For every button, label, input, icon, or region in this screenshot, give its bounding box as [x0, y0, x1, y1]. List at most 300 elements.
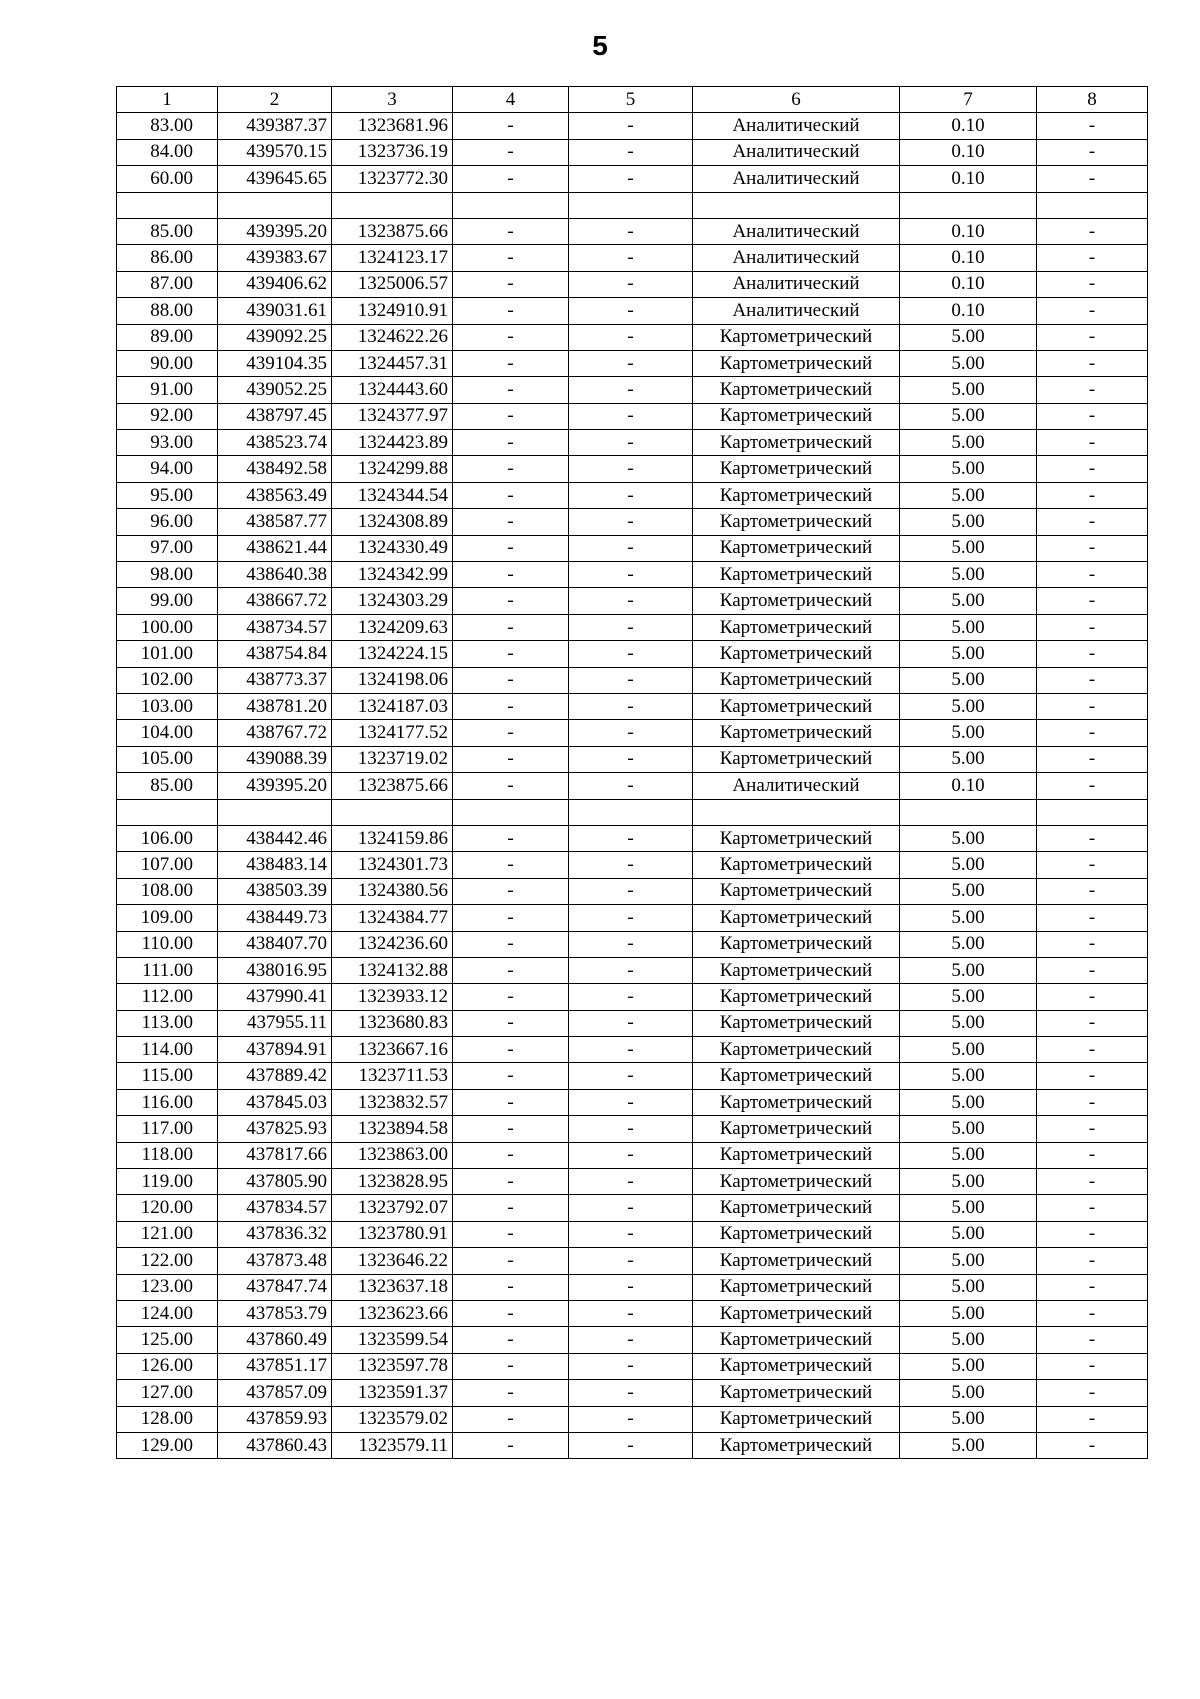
- col-8-cell: [1037, 192, 1148, 218]
- x-coordinate-cell: 438781.20: [218, 693, 332, 719]
- precision-cell: 5.00: [900, 1248, 1037, 1274]
- col-4-cell: -: [453, 113, 569, 139]
- y-coordinate-cell: 1324224.15: [332, 641, 453, 667]
- col-5-cell: -: [569, 245, 693, 271]
- col-5-cell: -: [569, 852, 693, 878]
- col-5-cell: -: [569, 430, 693, 456]
- point-number-cell: 84.00: [117, 139, 218, 165]
- point-number-cell: 126.00: [117, 1353, 218, 1379]
- x-coordinate-cell: 438492.58: [218, 456, 332, 482]
- col-5-cell: -: [569, 1142, 693, 1168]
- method-cell: Картометрический: [693, 1116, 900, 1142]
- x-coordinate-cell: 437847.74: [218, 1274, 332, 1300]
- col-8-cell: -: [1037, 614, 1148, 640]
- point-number-cell: 60.00: [117, 166, 218, 192]
- y-coordinate-cell: 1324123.17: [332, 245, 453, 271]
- y-coordinate-cell: 1323680.83: [332, 1010, 453, 1036]
- col-4-cell: -: [453, 852, 569, 878]
- col-8-cell: -: [1037, 1274, 1148, 1300]
- method-cell: Картометрический: [693, 1248, 900, 1274]
- point-number-cell: 109.00: [117, 905, 218, 931]
- col-4-cell: -: [453, 350, 569, 376]
- column-header: 8: [1037, 87, 1148, 113]
- col-4-cell: -: [453, 1010, 569, 1036]
- col-5-cell: -: [569, 1353, 693, 1379]
- col-5-cell: -: [569, 1116, 693, 1142]
- column-header: 7: [900, 87, 1037, 113]
- table-row: [117, 298, 1148, 324]
- table-row: [117, 1063, 1148, 1089]
- col-4-cell: -: [453, 166, 569, 192]
- table-row: [117, 1010, 1148, 1036]
- precision-cell: 5.00: [900, 1221, 1037, 1247]
- col-5-cell: -: [569, 403, 693, 429]
- point-number-cell: 104.00: [117, 720, 218, 746]
- col-8-cell: -: [1037, 535, 1148, 561]
- precision-cell: 5.00: [900, 931, 1037, 957]
- col-8-cell: -: [1037, 693, 1148, 719]
- point-number-cell: 85.00: [117, 773, 218, 799]
- col-8-cell: -: [1037, 825, 1148, 851]
- col-4-cell: -: [453, 1169, 569, 1195]
- x-coordinate-cell: 437860.49: [218, 1327, 332, 1353]
- table-row: [117, 166, 1148, 192]
- x-coordinate-cell: 437857.09: [218, 1380, 332, 1406]
- col-5-cell: -: [569, 588, 693, 614]
- precision-cell: 5.00: [900, 984, 1037, 1010]
- method-cell: Картометрический: [693, 746, 900, 772]
- method-cell: Картометрический: [693, 614, 900, 640]
- col-5-cell: -: [569, 1380, 693, 1406]
- col-8-cell: -: [1037, 218, 1148, 244]
- col-5-cell: -: [569, 693, 693, 719]
- point-number-cell: [117, 192, 218, 218]
- y-coordinate-cell: 1323719.02: [332, 746, 453, 772]
- col-4-cell: -: [453, 931, 569, 957]
- precision-cell: 5.00: [900, 905, 1037, 931]
- precision-cell: 5.00: [900, 403, 1037, 429]
- table-row: [117, 799, 1148, 825]
- col-4-cell: -: [453, 456, 569, 482]
- point-number-cell: 96.00: [117, 509, 218, 535]
- col-8-cell: -: [1037, 271, 1148, 297]
- precision-cell: 5.00: [900, 1142, 1037, 1168]
- col-4-cell: -: [453, 878, 569, 904]
- y-coordinate-cell: 1324330.49: [332, 535, 453, 561]
- x-coordinate-cell: 438754.84: [218, 641, 332, 667]
- y-coordinate-cell: 1324236.60: [332, 931, 453, 957]
- method-cell: [693, 799, 900, 825]
- x-coordinate-cell: 437894.91: [218, 1037, 332, 1063]
- precision-cell: 5.00: [900, 1010, 1037, 1036]
- table-row: [117, 667, 1148, 693]
- point-number-cell: 119.00: [117, 1169, 218, 1195]
- y-coordinate-cell: 1324198.06: [332, 667, 453, 693]
- col-4-cell: -: [453, 1089, 569, 1115]
- precision-cell: 5.00: [900, 667, 1037, 693]
- method-cell: Картометрический: [693, 1195, 900, 1221]
- y-coordinate-cell: 1324377.97: [332, 403, 453, 429]
- method-cell: Аналитический: [693, 139, 900, 165]
- point-number-cell: 110.00: [117, 931, 218, 957]
- point-number-cell: 122.00: [117, 1248, 218, 1274]
- point-number-cell: 97.00: [117, 535, 218, 561]
- point-number-cell: 123.00: [117, 1274, 218, 1300]
- method-cell: Картометрический: [693, 984, 900, 1010]
- col-8-cell: -: [1037, 139, 1148, 165]
- precision-cell: 5.00: [900, 720, 1037, 746]
- col-5-cell: [569, 192, 693, 218]
- col-4-cell: [453, 799, 569, 825]
- point-number-cell: 85.00: [117, 218, 218, 244]
- precision-cell: 5.00: [900, 693, 1037, 719]
- col-5-cell: -: [569, 825, 693, 851]
- table-row: [117, 324, 1148, 350]
- y-coordinate-cell: 1323792.07: [332, 1195, 453, 1221]
- y-coordinate-cell: 1323894.58: [332, 1116, 453, 1142]
- col-4-cell: -: [453, 667, 569, 693]
- y-coordinate-cell: 1323828.95: [332, 1169, 453, 1195]
- col-8-cell: -: [1037, 1248, 1148, 1274]
- col-5-cell: -: [569, 1221, 693, 1247]
- point-number-cell: 128.00: [117, 1406, 218, 1432]
- col-5-cell: -: [569, 482, 693, 508]
- precision-cell: 5.00: [900, 1327, 1037, 1353]
- x-coordinate-cell: 438483.14: [218, 852, 332, 878]
- col-8-cell: -: [1037, 1116, 1148, 1142]
- point-number-cell: 107.00: [117, 852, 218, 878]
- y-coordinate-cell: 1324159.86: [332, 825, 453, 851]
- method-cell: Картометрический: [693, 1406, 900, 1432]
- point-number-cell: 101.00: [117, 641, 218, 667]
- point-number-cell: [117, 799, 218, 825]
- table-row: [117, 1432, 1148, 1458]
- col-5-cell: -: [569, 878, 693, 904]
- precision-cell: 5.00: [900, 1353, 1037, 1379]
- table-row: [117, 1195, 1148, 1221]
- method-cell: Картометрический: [693, 430, 900, 456]
- method-cell: Картометрический: [693, 905, 900, 931]
- point-number-cell: 113.00: [117, 1010, 218, 1036]
- column-header: 2: [218, 87, 332, 113]
- col-5-cell: -: [569, 562, 693, 588]
- x-coordinate-cell: 437990.41: [218, 984, 332, 1010]
- col-5-cell: -: [569, 1010, 693, 1036]
- precision-cell: 5.00: [900, 1195, 1037, 1221]
- column-header: 6: [693, 87, 900, 113]
- x-coordinate-cell: 438773.37: [218, 667, 332, 693]
- col-5-cell: -: [569, 377, 693, 403]
- x-coordinate-cell: 439395.20: [218, 773, 332, 799]
- col-4-cell: -: [453, 905, 569, 931]
- precision-cell: 5.00: [900, 1406, 1037, 1432]
- col-8-cell: -: [1037, 324, 1148, 350]
- method-cell: Аналитический: [693, 773, 900, 799]
- col-4-cell: [453, 192, 569, 218]
- col-4-cell: -: [453, 1406, 569, 1432]
- x-coordinate-cell: 438503.39: [218, 878, 332, 904]
- x-coordinate-cell: 438523.74: [218, 430, 332, 456]
- col-4-cell: -: [453, 1248, 569, 1274]
- precision-cell: 5.00: [900, 1274, 1037, 1300]
- col-4-cell: -: [453, 641, 569, 667]
- col-8-cell: -: [1037, 1327, 1148, 1353]
- col-5-cell: -: [569, 535, 693, 561]
- col-5-cell: [569, 799, 693, 825]
- col-5-cell: -: [569, 1248, 693, 1274]
- table-row: [117, 245, 1148, 271]
- y-coordinate-cell: 1323667.16: [332, 1037, 453, 1063]
- col-5-cell: -: [569, 166, 693, 192]
- col-8-cell: -: [1037, 1353, 1148, 1379]
- precision-cell: 5.00: [900, 957, 1037, 983]
- y-coordinate-cell: 1323875.66: [332, 218, 453, 244]
- method-cell: Картометрический: [693, 1169, 900, 1195]
- x-coordinate-cell: 438621.44: [218, 535, 332, 561]
- x-coordinate-cell: 437851.17: [218, 1353, 332, 1379]
- col-4-cell: -: [453, 720, 569, 746]
- col-4-cell: -: [453, 1380, 569, 1406]
- col-4-cell: -: [453, 562, 569, 588]
- page-number: 5: [592, 30, 608, 61]
- col-5-cell: -: [569, 350, 693, 376]
- col-8-cell: -: [1037, 245, 1148, 271]
- y-coordinate-cell: 1323933.12: [332, 984, 453, 1010]
- method-cell: Аналитический: [693, 245, 900, 271]
- col-5-cell: -: [569, 1195, 693, 1221]
- method-cell: Картометрический: [693, 403, 900, 429]
- col-8-cell: -: [1037, 1037, 1148, 1063]
- col-4-cell: -: [453, 535, 569, 561]
- point-number-cell: 108.00: [117, 878, 218, 904]
- point-number-cell: 91.00: [117, 377, 218, 403]
- x-coordinate-cell: 438449.73: [218, 905, 332, 931]
- col-4-cell: -: [453, 1063, 569, 1089]
- table-row: [117, 1327, 1148, 1353]
- point-number-cell: 116.00: [117, 1089, 218, 1115]
- method-cell: Картометрический: [693, 1037, 900, 1063]
- precision-cell: 5.00: [900, 825, 1037, 851]
- col-8-cell: -: [1037, 588, 1148, 614]
- col-5-cell: -: [569, 957, 693, 983]
- col-4-cell: -: [453, 430, 569, 456]
- point-number-cell: 93.00: [117, 430, 218, 456]
- table-row: [117, 1221, 1148, 1247]
- col-8-cell: -: [1037, 641, 1148, 667]
- method-cell: Аналитический: [693, 218, 900, 244]
- x-coordinate-cell: 438442.46: [218, 825, 332, 851]
- col-8-cell: -: [1037, 852, 1148, 878]
- y-coordinate-cell: 1323832.57: [332, 1089, 453, 1115]
- col-8-cell: -: [1037, 562, 1148, 588]
- point-number-cell: 92.00: [117, 403, 218, 429]
- table-body: [117, 87, 1148, 1459]
- point-number-cell: 117.00: [117, 1116, 218, 1142]
- point-number-cell: 127.00: [117, 1380, 218, 1406]
- y-coordinate-cell: [332, 799, 453, 825]
- col-5-cell: -: [569, 1274, 693, 1300]
- y-coordinate-cell: 1324308.89: [332, 509, 453, 535]
- y-coordinate-cell: 1324443.60: [332, 377, 453, 403]
- y-coordinate-cell: 1323646.22: [332, 1248, 453, 1274]
- table-row: [117, 957, 1148, 983]
- x-coordinate-cell: 439570.15: [218, 139, 332, 165]
- col-4-cell: -: [453, 1274, 569, 1300]
- precision-cell: 0.10: [900, 773, 1037, 799]
- precision-cell: 5.00: [900, 1116, 1037, 1142]
- precision-cell: 5.00: [900, 1063, 1037, 1089]
- table-row: [117, 1406, 1148, 1432]
- precision-cell: 5.00: [900, 1089, 1037, 1115]
- col-8-cell: -: [1037, 1380, 1148, 1406]
- col-4-cell: -: [453, 139, 569, 165]
- method-cell: Картометрический: [693, 878, 900, 904]
- table-row: [117, 641, 1148, 667]
- y-coordinate-cell: 1324209.63: [332, 614, 453, 640]
- x-coordinate-cell: 439088.39: [218, 746, 332, 772]
- col-8-cell: -: [1037, 667, 1148, 693]
- point-number-cell: 129.00: [117, 1432, 218, 1458]
- x-coordinate-cell: 439031.61: [218, 298, 332, 324]
- x-coordinate-cell: 437955.11: [218, 1010, 332, 1036]
- y-coordinate-cell: 1323591.37: [332, 1380, 453, 1406]
- col-4-cell: -: [453, 693, 569, 719]
- col-4-cell: -: [453, 1037, 569, 1063]
- col-4-cell: -: [453, 825, 569, 851]
- col-5-cell: -: [569, 1037, 693, 1063]
- precision-cell: 5.00: [900, 1300, 1037, 1326]
- col-8-cell: -: [1037, 957, 1148, 983]
- col-4-cell: -: [453, 1327, 569, 1353]
- table-row: [117, 350, 1148, 376]
- x-coordinate-cell: 439092.25: [218, 324, 332, 350]
- col-5-cell: -: [569, 667, 693, 693]
- col-8-cell: -: [1037, 1432, 1148, 1458]
- table-row: [117, 482, 1148, 508]
- col-8-cell: -: [1037, 166, 1148, 192]
- col-4-cell: -: [453, 482, 569, 508]
- y-coordinate-cell: 1324380.56: [332, 878, 453, 904]
- col-5-cell: -: [569, 1327, 693, 1353]
- precision-cell: 5.00: [900, 588, 1037, 614]
- x-coordinate-cell: 438563.49: [218, 482, 332, 508]
- col-8-cell: -: [1037, 377, 1148, 403]
- method-cell: Картометрический: [693, 562, 900, 588]
- x-coordinate-cell: 437860.43: [218, 1432, 332, 1458]
- col-4-cell: -: [453, 773, 569, 799]
- method-cell: Картометрический: [693, 1010, 900, 1036]
- method-cell: Картометрический: [693, 641, 900, 667]
- precision-cell: 5.00: [900, 746, 1037, 772]
- table-row: [117, 535, 1148, 561]
- col-4-cell: -: [453, 1432, 569, 1458]
- point-number-cell: 125.00: [117, 1327, 218, 1353]
- x-coordinate-cell: 439406.62: [218, 271, 332, 297]
- col-5-cell: -: [569, 113, 693, 139]
- table-row: [117, 693, 1148, 719]
- method-cell: Картометрический: [693, 852, 900, 878]
- x-coordinate-cell: 439104.35: [218, 350, 332, 376]
- point-number-cell: 114.00: [117, 1037, 218, 1063]
- col-4-cell: -: [453, 746, 569, 772]
- table-row: [117, 931, 1148, 957]
- col-8-cell: -: [1037, 1221, 1148, 1247]
- method-cell: Картометрический: [693, 957, 900, 983]
- table-row: [117, 588, 1148, 614]
- col-4-cell: -: [453, 271, 569, 297]
- method-cell: [693, 192, 900, 218]
- col-8-cell: -: [1037, 482, 1148, 508]
- col-4-cell: -: [453, 1142, 569, 1168]
- col-5-cell: -: [569, 931, 693, 957]
- method-cell: Картометрический: [693, 1353, 900, 1379]
- col-4-cell: -: [453, 1300, 569, 1326]
- col-8-cell: -: [1037, 1169, 1148, 1195]
- precision-cell: 5.00: [900, 482, 1037, 508]
- x-coordinate-cell: 438767.72: [218, 720, 332, 746]
- col-4-cell: -: [453, 1195, 569, 1221]
- precision-cell: 0.10: [900, 245, 1037, 271]
- point-number-cell: 106.00: [117, 825, 218, 851]
- method-cell: Картометрический: [693, 931, 900, 957]
- column-header: 3: [332, 87, 453, 113]
- col-5-cell: -: [569, 139, 693, 165]
- y-coordinate-cell: 1323863.00: [332, 1142, 453, 1168]
- y-coordinate-cell: 1324299.88: [332, 456, 453, 482]
- table-row: [117, 773, 1148, 799]
- y-coordinate-cell: 1323599.54: [332, 1327, 453, 1353]
- precision-cell: 5.00: [900, 430, 1037, 456]
- col-5-cell: -: [569, 324, 693, 350]
- col-4-cell: -: [453, 1116, 569, 1142]
- y-coordinate-cell: 1324177.52: [332, 720, 453, 746]
- y-coordinate-cell: 1324301.73: [332, 852, 453, 878]
- point-number-cell: 99.00: [117, 588, 218, 614]
- precision-cell: 5.00: [900, 509, 1037, 535]
- col-5-cell: -: [569, 773, 693, 799]
- y-coordinate-cell: [332, 192, 453, 218]
- table-row: [117, 1169, 1148, 1195]
- table-row: [117, 1380, 1148, 1406]
- table-row: [117, 1353, 1148, 1379]
- method-cell: Картометрический: [693, 350, 900, 376]
- method-cell: Картометрический: [693, 1380, 900, 1406]
- precision-cell: 5.00: [900, 1380, 1037, 1406]
- precision-cell: 5.00: [900, 1037, 1037, 1063]
- x-coordinate-cell: 438640.38: [218, 562, 332, 588]
- point-number-cell: 88.00: [117, 298, 218, 324]
- table-row: [117, 377, 1148, 403]
- point-number-cell: 98.00: [117, 562, 218, 588]
- point-number-cell: 90.00: [117, 350, 218, 376]
- y-coordinate-cell: 1324457.31: [332, 350, 453, 376]
- table-row: [117, 430, 1148, 456]
- table-row: [117, 456, 1148, 482]
- x-coordinate-cell: 437836.32: [218, 1221, 332, 1247]
- column-header: 1: [117, 87, 218, 113]
- method-cell: Аналитический: [693, 271, 900, 297]
- x-coordinate-cell: 439395.20: [218, 218, 332, 244]
- method-cell: Картометрический: [693, 1142, 900, 1168]
- point-number-cell: 103.00: [117, 693, 218, 719]
- col-8-cell: -: [1037, 878, 1148, 904]
- precision-cell: 5.00: [900, 852, 1037, 878]
- point-number-cell: 105.00: [117, 746, 218, 772]
- col-4-cell: -: [453, 403, 569, 429]
- col-8-cell: -: [1037, 298, 1148, 324]
- col-5-cell: -: [569, 905, 693, 931]
- y-coordinate-cell: 1325006.57: [332, 271, 453, 297]
